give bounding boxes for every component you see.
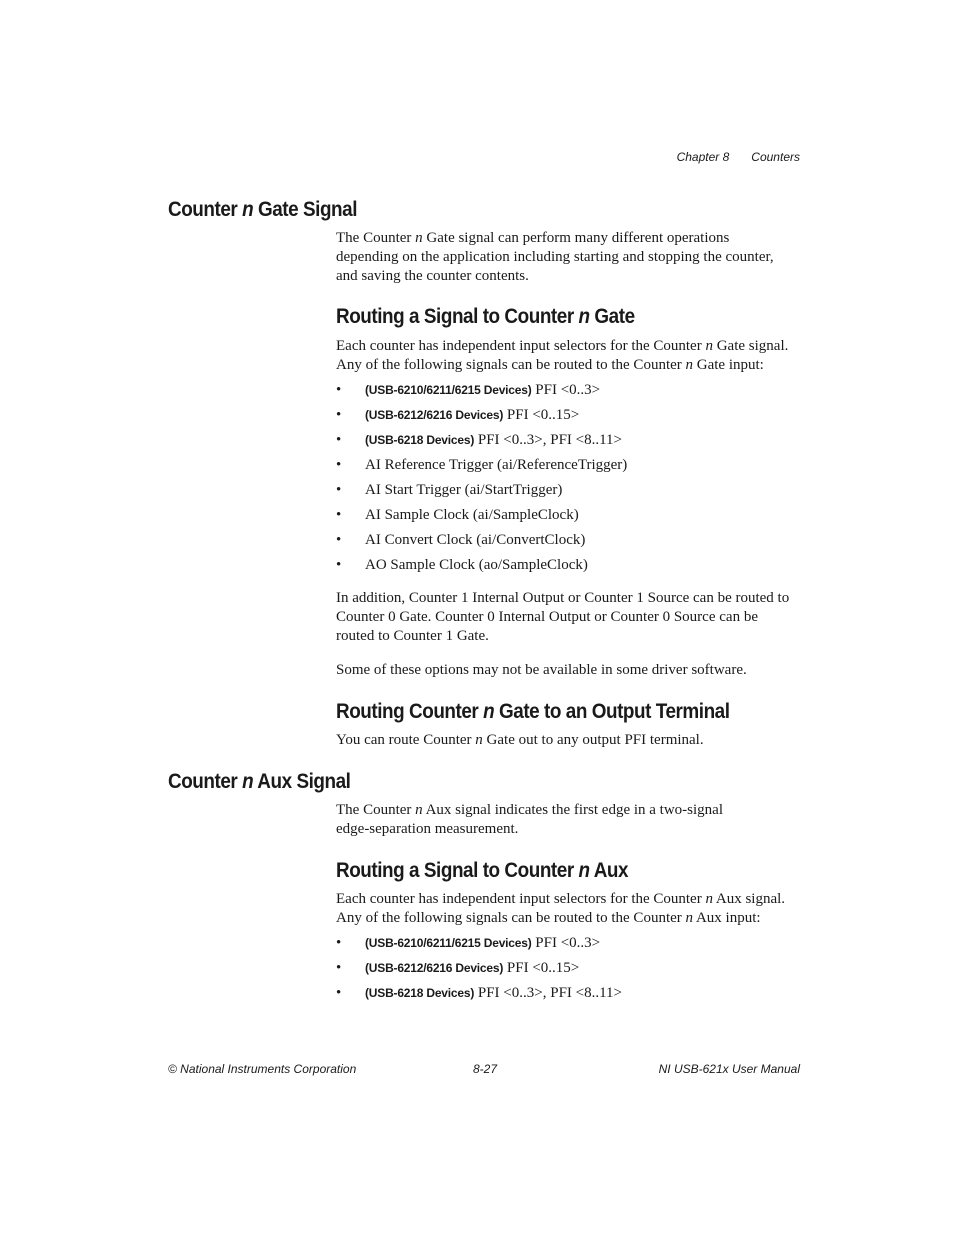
signal-text: PFI <0..15> (503, 407, 580, 423)
list-item (336, 984, 802, 1009)
bullet-marker: • (336, 382, 342, 398)
bullet-marker: • (336, 532, 342, 548)
signal-text: AI Reference Trigger (ai/ReferenceTrigger) (365, 457, 628, 473)
list-item (336, 406, 802, 431)
bullet-marker: • (336, 432, 342, 448)
bullet-marker: • (336, 985, 342, 1001)
driver-note-paragraph: Some of these options may not be available in some driver software. (336, 662, 747, 678)
routing-gate-paragraph: Each counter has independent input selectors for the Counter n Gate signal. Any of the following signals can be routed to the Counter n Gate input: (336, 338, 789, 373)
footer-manual-title: NI USB-621x User Manual (658, 1062, 800, 1076)
footer-copyright: © National Instruments Corporation (168, 1062, 357, 1076)
bullet-marker: • (336, 935, 342, 951)
device-label: (USB-6212/6216 Devices) (365, 961, 504, 975)
heading-gate-output: Routing Counter n Gate to an Output Terminal (336, 700, 730, 723)
signal-text: PFI <0..3> (531, 935, 601, 951)
list-item (336, 381, 802, 406)
list-item (336, 456, 802, 481)
list-item (336, 556, 802, 581)
list-item (336, 481, 802, 506)
bullet-marker: • (336, 960, 342, 976)
bullet-marker: • (336, 482, 342, 498)
gate-addition-paragraph: In addition, Counter 1 Internal Output or Counter 1 Source can be routed to Counter 0 Gate. Counter 0 Internal Output or Counter 0 Source can be routed to Counter 1 Gate. (336, 590, 790, 644)
device-label: (USB-6210/6211/6215 Devices) (365, 936, 532, 950)
signal-text: PFI <0..3>, PFI <8..11> (474, 985, 623, 1001)
signal-text: AO Sample Clock (ao/SampleClock) (365, 557, 588, 573)
signal-text: AI Start Trigger (ai/StartTrigger) (365, 482, 563, 498)
bullet-marker: • (336, 457, 342, 473)
running-header (677, 150, 800, 164)
routing-aux-paragraph: Each counter has independent input selectors for the Counter n Aux signal. Any of the following signals can be routed to the Counter n Aux input: (336, 891, 786, 926)
gate-signal-list (336, 381, 802, 581)
heading-gate-signal: Counter n Gate Signal (168, 198, 358, 221)
chapter-label: Chapter 8 (676, 150, 730, 164)
heading-routing-aux: Routing a Signal to Counter n Aux (336, 859, 629, 882)
signal-text: PFI <0..3> (531, 382, 601, 398)
signal-text: AI Sample Clock (ai/SampleClock) (365, 507, 579, 523)
signal-text: PFI <0..15> (503, 960, 580, 976)
list-item (336, 959, 802, 984)
bullet-marker: • (336, 507, 342, 523)
heading-routing-gate: Routing a Signal to Counter n Gate (336, 305, 635, 328)
list-item (336, 531, 802, 556)
bullet-marker: • (336, 557, 342, 573)
aux-intro-paragraph: The Counter n Aux signal indicates the first edge in a two-signal edge-separation measurement. (336, 802, 724, 837)
section-label: Counters (751, 150, 800, 164)
footer-page-number: 8-27 (473, 1062, 498, 1076)
list-item (336, 506, 802, 531)
device-label: (USB-6218 Devices) (365, 433, 475, 447)
device-label: (USB-6212/6216 Devices) (365, 408, 504, 422)
device-label: (USB-6218 Devices) (365, 986, 475, 1000)
signal-text: PFI <0..3>, PFI <8..11> (474, 432, 623, 448)
aux-signal-list (336, 934, 802, 1009)
gate-output-paragraph: You can route Counter n Gate out to any output PFI terminal. (336, 732, 704, 748)
heading-aux-signal: Counter n Aux Signal (168, 770, 351, 793)
gate-intro-paragraph: The Counter n Gate signal can perform many different operations depending on the application including starting and stopping the counter, and saving the counter contents. (336, 230, 774, 284)
device-label: (USB-6210/6211/6215 Devices) (365, 383, 532, 397)
signal-text: AI Convert Clock (ai/ConvertClock) (365, 532, 586, 548)
bullet-marker: • (336, 407, 342, 423)
list-item (336, 934, 802, 959)
list-item (336, 431, 802, 456)
